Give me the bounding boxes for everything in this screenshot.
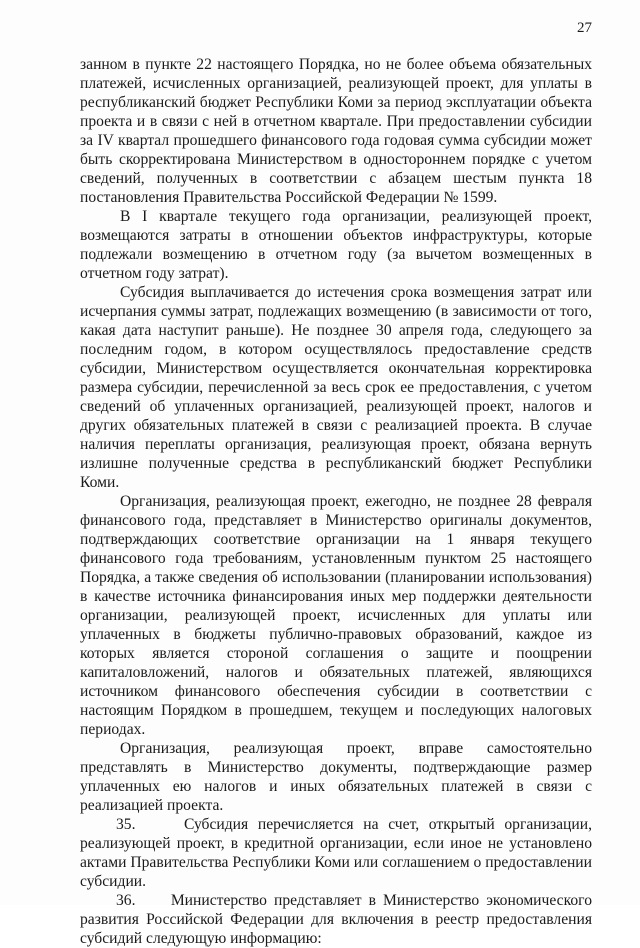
document-body [80, 55, 592, 948]
paragraph-text: Министерство представляет в Министерство экономического развития Российской Федерации для включения в реестр предоставления субсидий следующую информацию: [80, 892, 592, 947]
numbered-paragraph-35 [80, 815, 592, 891]
paragraph: Организация, реализующая проект, вправе самостоятельно представлять в Министерство документы, подтверждающие размер уплаченных ею налогов и иных обязательных платежей в связи с реализацией проекта. [80, 740, 592, 814]
paragraph-text: Субсидия перечисляется на счет, открытый организации, реализующей проект, в кредитной организации, если иное не установлено актами Правительства Республики Коми или соглашением о предоставлении субсидии. [80, 816, 592, 890]
paragraph-number: 35. [116, 816, 136, 833]
page-number: 27 [577, 20, 592, 36]
paragraph-continuation: занном в пункте 22 настоящего Порядка, но не более объема обязательных платежей, исчисленных организацией, реализующей проект, для уплаты в республиканский бюджет Республики Коми за период эксплуатации объекта проекта и в связи с ней в отчетном квартале. При предоставлении субсидии за IV квартал прошедшего финансового года годовая сумма субсидии может быть скорректирована Министерством в одностороннем порядке с учетом сведений, полученных в соответствии с абзацем шестым пункта 18 постановления Правительства Российской Федерации № 1599. [80, 56, 592, 206]
paragraph: Субсидия выплачивается до истечения срока возмещения затрат или исчерпания суммы затрат, подлежащих возмещению (в зависимости от того, какая дата наступит раньше). Не позднее 30 апреля года, следующего за последним годом, в котором осуществлялось предоставление средств субсидии, Министерством осуществляется окончательная корректировка размера субсидии, перечисленной за весь срок ее предоставления, с учетом сведений об уплаченных организацией, реализующей проект, налогов и других обязательных платежей в связи с реализацией проекта. В случае наличия переплаты организация, реализующая проект, обязана вернуть излишне полученные средства в республиканский бюджет Республики Коми. [80, 284, 592, 491]
paragraph: В I квартале текущего года организации, реализующей проект, возмещаются затраты в отношении объектов инфраструктуры, которые подлежали возмещению в отчетном году (за вычетом возмещенных в отчетном году затрат). [80, 208, 592, 282]
paragraph-number: 36. [116, 892, 136, 909]
paragraph: Организация, реализующая проект, ежегодно, не позднее 28 февраля финансового года, представляет в Министерство оригиналы документов, подтверждающих соответствие организации на 1 января текущего финансового года требованиям, установленным пунктом 25 настоящего Порядка, а также сведения об использовании (планировании использования) в качестве источника финансирования иных мер поддержки деятельности организации, реализующей проект, исчисленных для уплаты или уплаченных в бюджеты публично-правовых образований, каждое из которых является стороной соглашения о защите и поощрении капиталовложений, налогов и обязательных платежей, являющихся источником финансового обеспечения субсидии в соответствии с настоящим Порядком в прошедшем, текущем и последующих налоговых периодах. [80, 493, 592, 738]
numbered-paragraph-36 [80, 891, 592, 948]
